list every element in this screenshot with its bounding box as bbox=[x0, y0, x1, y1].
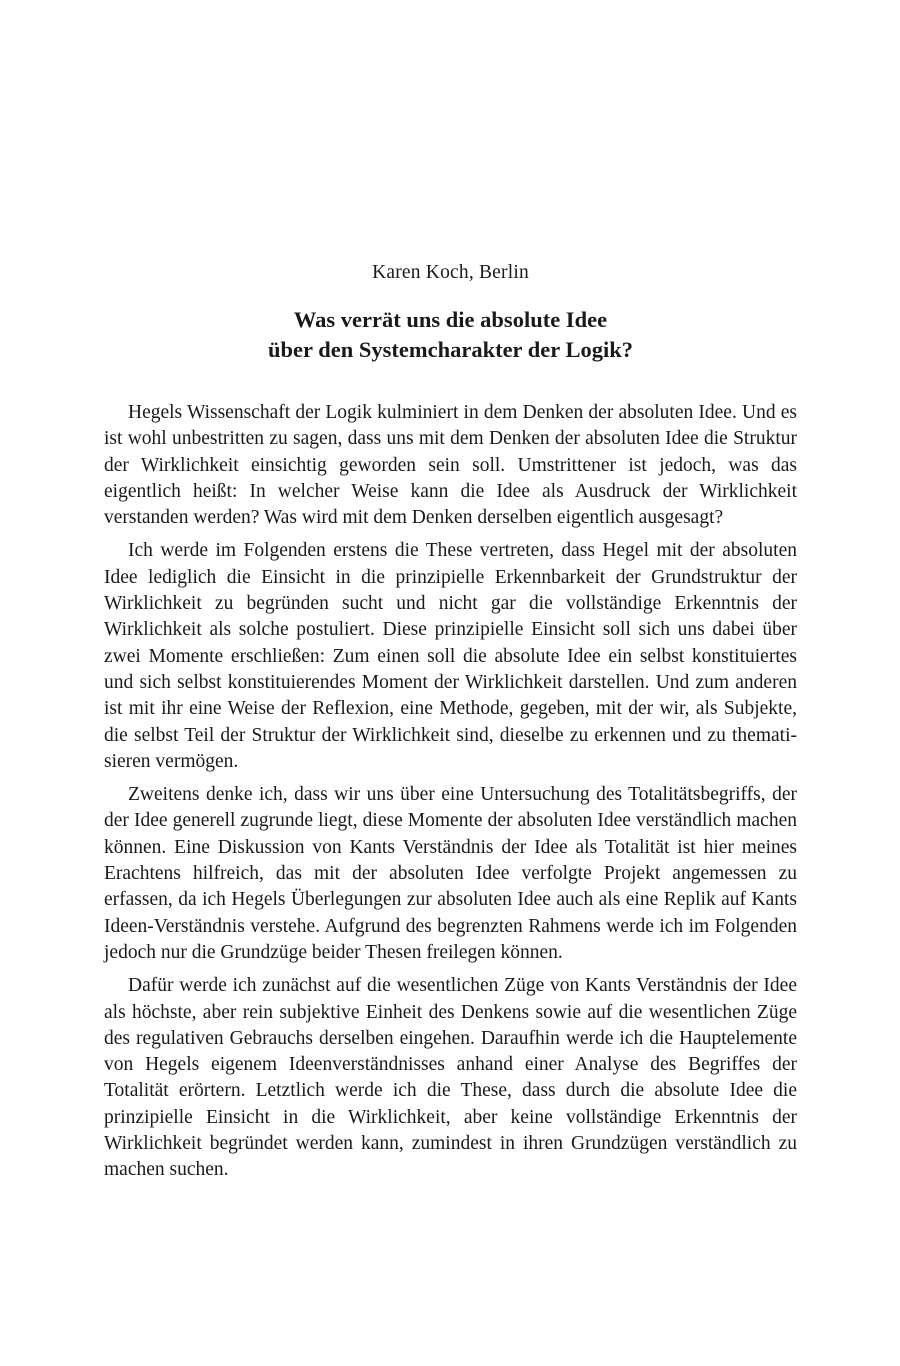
paragraph: Hegels Wissenschaft der Logik kulminiert in dem Denken der absoluten Idee. Und es ist wohl unbestritten zu sagen, dass uns mit dem Denken der absoluten Idee die Struktur der Wirklichkeit einsichtig geworden sein soll. Umstrittener ist jedoch, was das eigentlich heißt: In welcher Weise kann die Idee als Ausdruck der Wirklichkeit verstanden werden? Was wird mit dem Denken derselben eigentlich ausgesagt? bbox=[104, 402, 797, 529]
title-line-2: über den Systemcharakter der Logik? bbox=[267, 337, 633, 362]
title-line-1: Was verrät uns die absolute Idee bbox=[293, 307, 608, 332]
paragraph: Dafür werde ich zunächst auf die wesentlichen Züge von Kants Verständnis der Idee als höchste, aber rein subjektive Einheit des Denkens sowie auf die wesentlichen Züge des regulativen Gebrauchs derselben eingehen. Daraufhin werde ich die Hauptelemente von Hegels eigenem Ideenverständnisses anhand einer Analyse des Begriffes der Totalität erörtern. Letztlich werde ich die These, dass durch die absolute Idee die prinzipielle Einsicht in die Wirklichkeit, aber keine vollständige Erkenntnis der Wirklichkeit begründet werden kann, zumindest in ihren Grundzügen verständlich zu machen suchen. bbox=[104, 975, 797, 1181]
article-body bbox=[104, 400, 797, 1191]
article-title bbox=[104, 305, 797, 365]
paragraph: Ich werde im Folgenden erstens die These vertreten, dass Hegel mit der absoluten Idee lediglich die Einsicht in die prinzipielle Erkennbarkeit der Grundstruktur der Wirklichkeit zu begründen sucht und nicht gar die vollständige Erkenntnis der Wirklichkeit als solche postuliert. Diese prinzipielle Einsicht soll sich uns dabei über zwei Momente erschließen: Zum einen soll die absolute Idee ein selbst konstituiertes und sich selbst konstituierendes Moment der Wirklichkeit darstellen. Und zum anderen ist mit ihr eine Weise der Reflexion, eine Methode, gegeben, mit der wir, als Subjekte, die selbst Teil der Struktur der Wirklichkeit sind, dieselbe zu erkennen und zu thematisieren vermögen. bbox=[104, 540, 797, 772]
author-line: Karen Koch, Berlin bbox=[372, 262, 529, 283]
paragraph: Zweitens denke ich, dass wir uns über eine Untersuchung des Totalitätsbegriffs, der der Idee generell zugrunde liegt, diese Momente der absoluten Idee verständlich machen können. Eine Diskussion von Kants Verständnis der Idee als Totalität ist hier meines Erachtens hilfreich, das mit der absoluten Idee verfolgte Projekt angemessen zu erfassen, da ich Hegels Überlegungen zur absoluten Idee auch als eine Replik auf Kants Ideen-Verständnis verstehe. Aufgrund des begrenzten Rahmens werde ich im Folgenden jedoch nur die Grundzüge beider Thesen freilegen können. bbox=[104, 784, 797, 963]
